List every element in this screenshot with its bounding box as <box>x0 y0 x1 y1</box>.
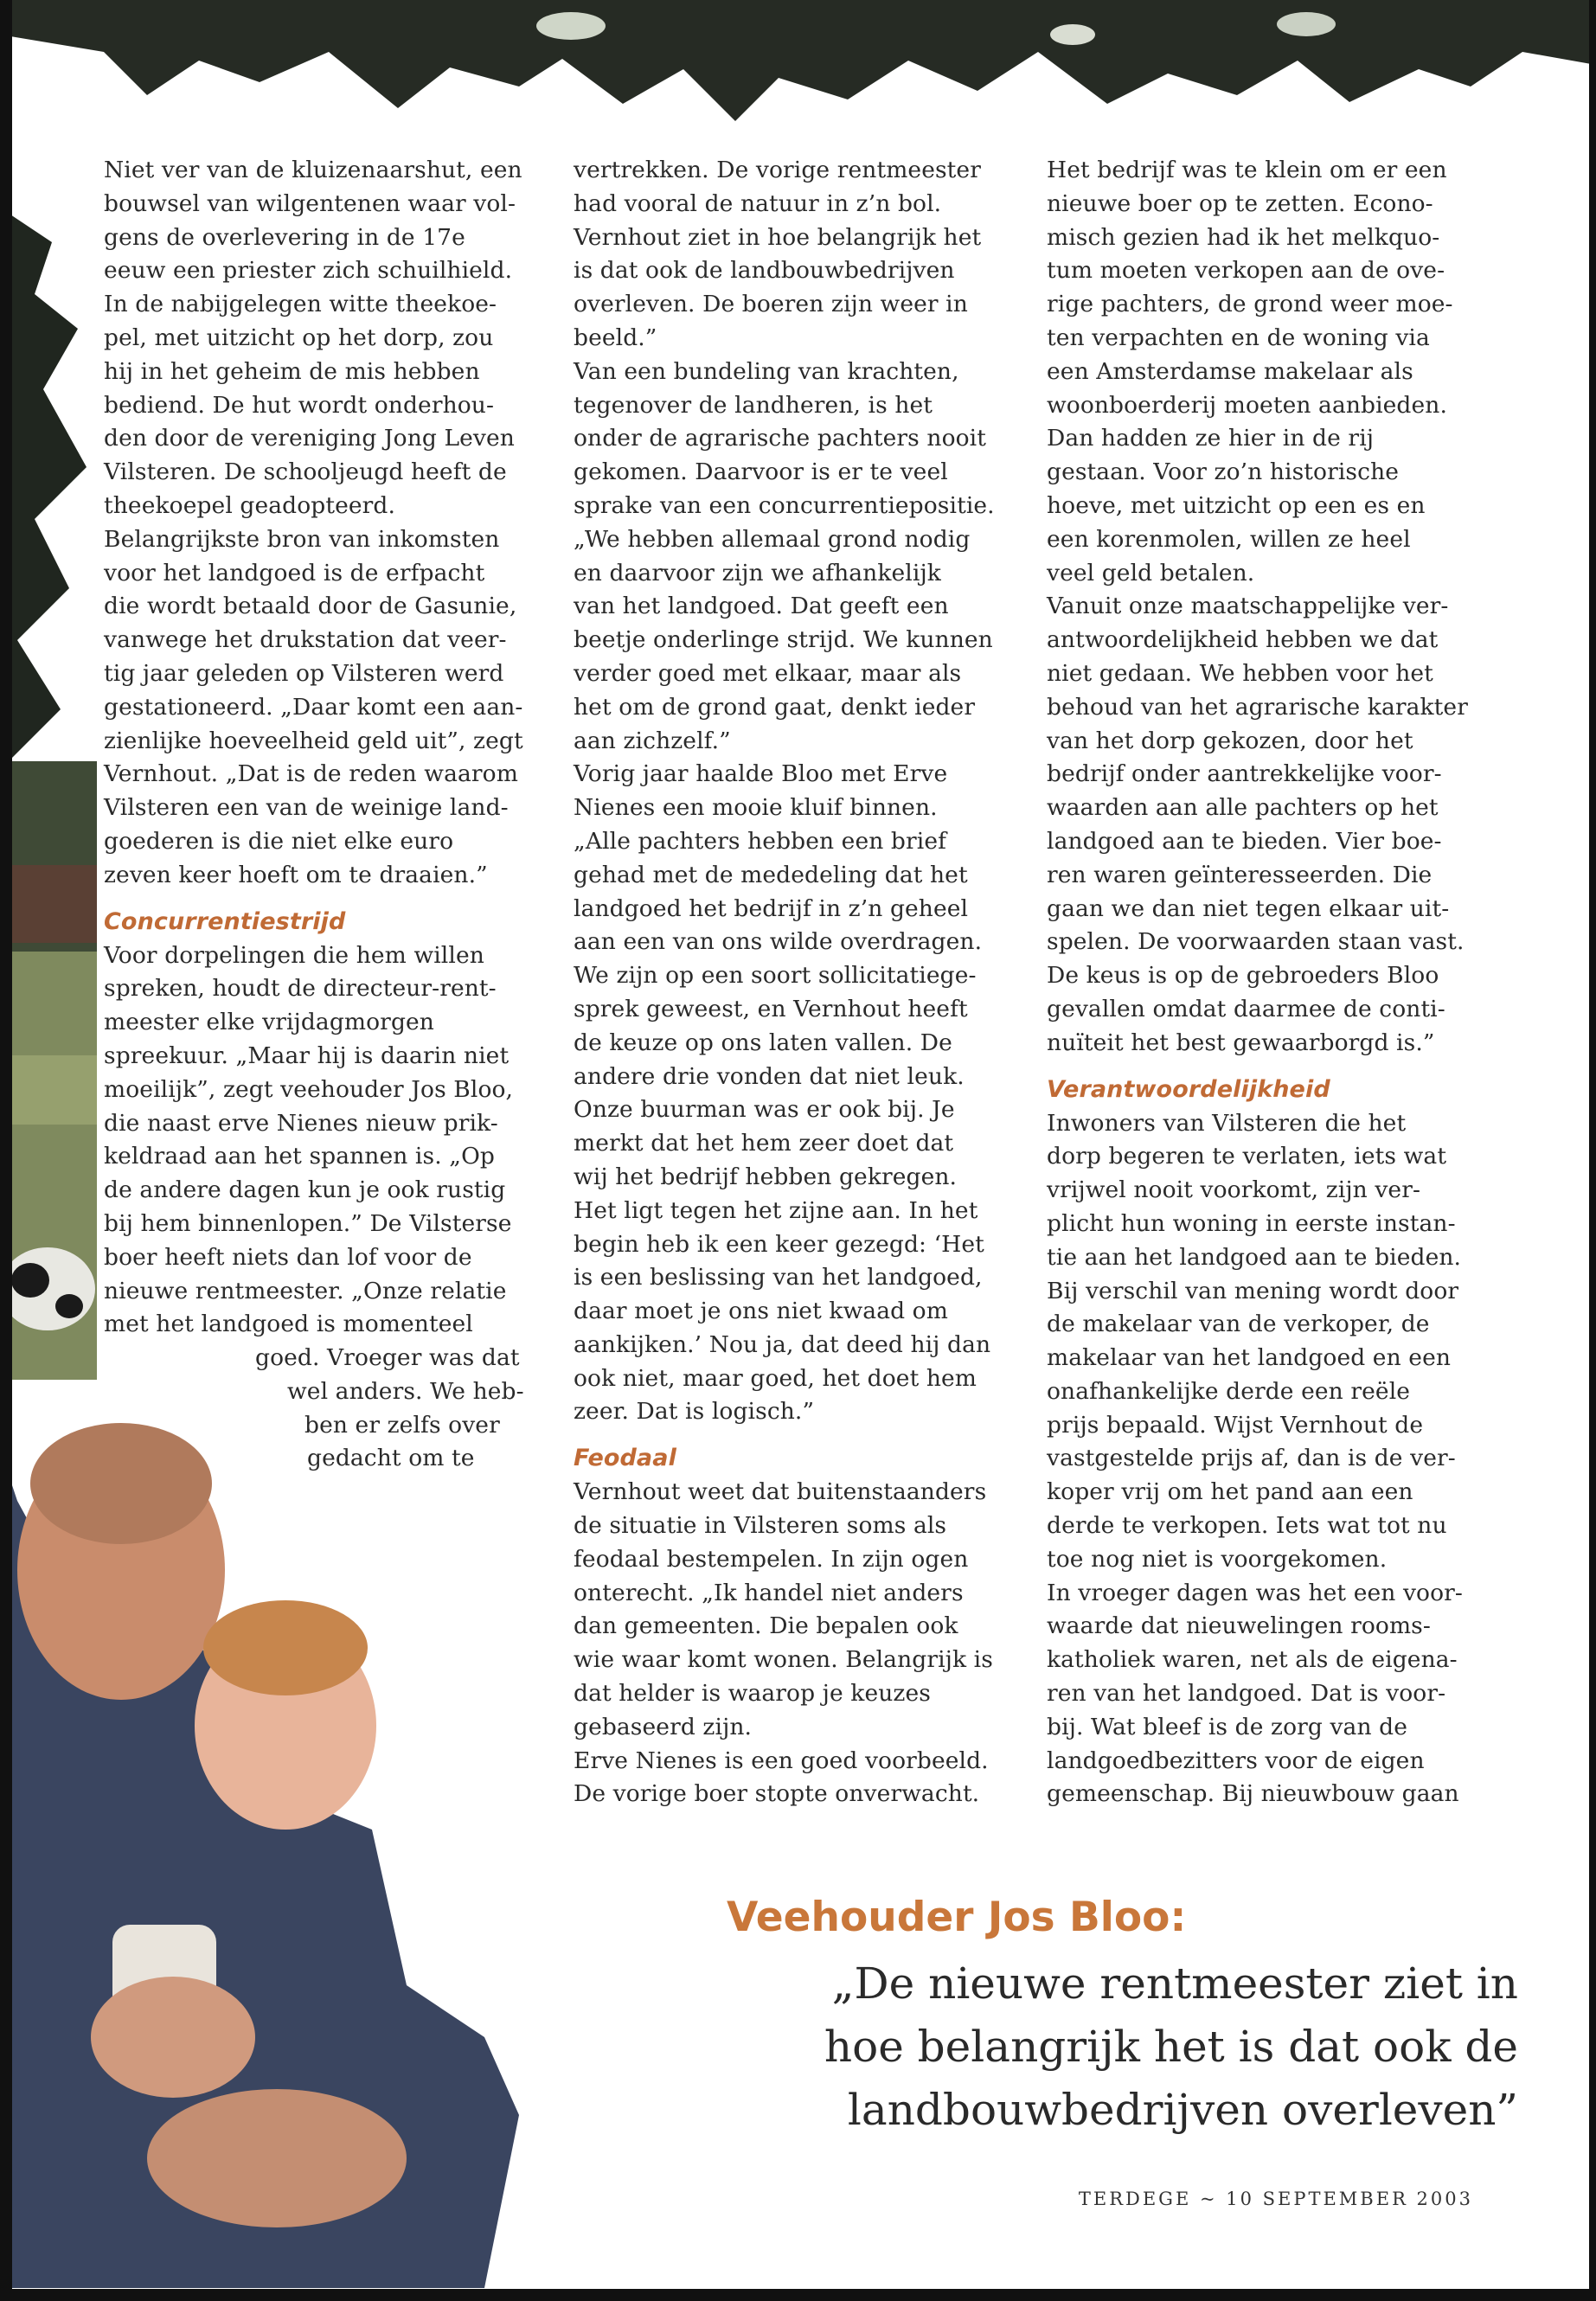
paragraph: Belangrijkste bron van inkomsten voor het landgoed is de erfpacht die wordt betaald door de Gasunie, vanwege het drukstation dat veer- tig jaar geleden op Vilsteren werd gestationeerd. „Daar komt een aan- zienlijke hoeveelheid geld uit”, zegt Vernhout. „Dat is de reden waarom Vilsteren een van de weinige land- goederen is die niet elke euro zeven keer hoeft om te draaien.” <box>104 525 523 888</box>
farmer-and-child-photo <box>0 1380 536 2288</box>
paragraph: Erve Nienes is een goed voorbeeld. De vorige boer stopte onverwacht. <box>574 1747 989 1808</box>
scan-border-right <box>1589 0 1596 2301</box>
section-heading: Feodaal <box>574 1445 676 1472</box>
text-line: ben er zelfs over <box>304 1411 500 1439</box>
text-line: gedacht om te <box>307 1445 475 1472</box>
pull-quote <box>688 1890 1518 2142</box>
paragraph: Inwoners van Vilsteren die het dorp begeren te verlaten, iets wat vrijwel nooit voorkomt, zijn ver- plicht hun woning in eerste instan- tie aan het landgoed aan te bieden. Bij verschil van mening wordt door de makelaar van de verkoper, de makelaar van het landgoed en een onafhankelijke derde een reële prijs bepaald. Wijst Vernhout de vastgestelde prijs af, dan is de ver- koper vrij om het pand aan een derde te verkopen. Iets wat tot nu toe nog niet is voorgekomen. <box>1047 1109 1462 1573</box>
text-line: goed. Vroeger was dat <box>255 1344 520 1372</box>
scan-border-left <box>0 0 12 2301</box>
paragraph: In vroeger dagen was het een voor- waarde dat nieuwelingen rooms- katholiek waren, net als de eigena- ren van het landgoed. Dat is voor- bij. Wat bleef is de zorg van de landgoedbezitters voor de eigen gemeenschap. Bij nieuwbouw gaan <box>1047 1579 1463 1808</box>
paragraph: vertrekken. De vorige rentmeester had vooral de natuur in z’n bol. Vernhout ziet in hoe belangrijk het is dat ook de landbouwbedrijven overleven. De boeren zijn weer in beeld.” <box>574 157 982 351</box>
section-heading: Verantwoordelijkheid <box>1047 1075 1330 1103</box>
paragraph: Voor dorpelingen die hem willen spreken, houdt de directeur-rent- meester elke vrijdagmorgen spreekuur. „Maar hij is daarin niet moeilijk”, zegt veehouder Jos Bloo, die naast erve Nienes nieuw prik- keldraad aan het spannen is. „Op de andere dagen kun je ook rustig bij hem binnenlopen.” De Vilsterse boer heeft niets dan lof voor de nieuwe rentmeester. „Onze relatie met het landgoed is momenteel <box>104 941 514 1338</box>
scan-border-bottom <box>0 2289 1596 2301</box>
tree-canopy-photo <box>0 0 1596 121</box>
paragraph: Het bedrijf was te klein om er een nieuwe boer op te zetten. Econo- misch gezien had ik het melkquo- tum moeten verkopen aan de ove- rige pachters, de grond weer moe- ten verpachten en de woning via een Amsterdamse makelaar als woonboerderij moeten aanbieden. Dan hadden ze hier in de rij gestaan. Voor zo’n historische hoeve, met uitzicht op een es en een korenmolen, willen ze heel veel geld betalen. <box>1047 157 1453 586</box>
article-column-3 <box>1047 154 1497 1811</box>
paragraph: Van een bundeling van krachten, tegenover de landheren, is het onder de agrarische pachters nooit gekomen. Daarvoor is er te veel sprake van een concurrentiepositie. „We hebben allemaal grond nodig en daarvoor zijn we afhankelijk van het landgoed. Dat geeft een beetje onderlinge strijd. We kunnen verder goed met elkaar, maar als het om de grond gaat, denkt ieder aan zichzelf.” <box>574 357 995 754</box>
paragraph: Vanuit onze maatschappelijke ver- antwoordelijkheid hebben we dat niet gedaan. We hebben voor het behoud van het agrarische karakter van het dorp gekozen, door het bedrijf onder aantrekkelijke voor- waarden aan alle pachters op het landgoed aan te bieden. Vier boe- ren waren geïnteresseerden. Die gaan we dan niet tegen elkaar uit- spelen. De voorwaarden staan vast. De keus is op de gebroeders Bloo gevallen omdat daarmee de conti- nuïteit het best gewaarborgd is.” <box>1047 593 1468 1056</box>
paragraph: Niet ver van de kluizenaarshut, een bouwsel van wilgentenen waar vol- gens de overlevering in de 17e eeuw een priester zich schuilhield. In de nabijgelegen witte theekoe- pel, met uitzicht op het dorp, zou hij in het geheim de mis hebben bediend. De hut wordt onderhou- den door de vereniging Jong Leven Vilsteren. De schooljeugd heeft de theekoepel geadopteerd. <box>104 157 522 519</box>
text-line: wel anders. We heb- <box>287 1377 524 1405</box>
pull-quote-speaker: Veehouder Jos Bloo: <box>727 1894 1187 1941</box>
article-column-2 <box>574 154 1023 1811</box>
section-heading: Concurrentiestrijd <box>104 907 346 935</box>
article-column-1 <box>104 154 554 1476</box>
paragraph: Vernhout weet dat buitenstaanders de situatie in Vilsteren soms als feodaal bestempelen. In zijn ogen onterecht. „Ik handel niet anders dan gemeenten. Die bepalen ook wie waar komt wonen. Belangrijk is dat helder is waarop je keuzes gebaseerd zijn. <box>574 1478 993 1740</box>
pull-quote-text: „De nieuwe rentmeester ziet in hoe belangrijk het is dat ook de landbouwbedrijven overleven” <box>824 1958 1518 2135</box>
paragraph-wrap-tail <box>104 1342 554 1476</box>
page-footer: TERDEGE ~ 10 SEPTEMBER 2003 <box>1078 2189 1473 2209</box>
landscape-photo-strip <box>0 104 97 1436</box>
paragraph: Vorig jaar haalde Bloo met Erve Nienes een mooie kluif binnen. „Alle pachters hebben een brief gehad met de mededeling dat het landgoed het bedrijf in z’n geheel aan een van ons wilde overdragen. We zijn op een soort sollicitatiege- sprek geweest, en Vernhout heeft de keuze op ons laten vallen. De andere drie vonden dat niet leuk. Onze buurman was er ook bij. Je merkt dat het hem zeer doet dat wij het bedrijf hebben gekregen. Het ligt tegen het zijne aan. In het begin heb ik een keer gezegd: ‘Het is een beslissing van het landgoed, daar moet je ons niet kwaad om aankijken.’ Nou ja, dat deed hij dan ook niet, maar goed, het doet hem zeer. Dat is logisch.” <box>574 760 991 1426</box>
